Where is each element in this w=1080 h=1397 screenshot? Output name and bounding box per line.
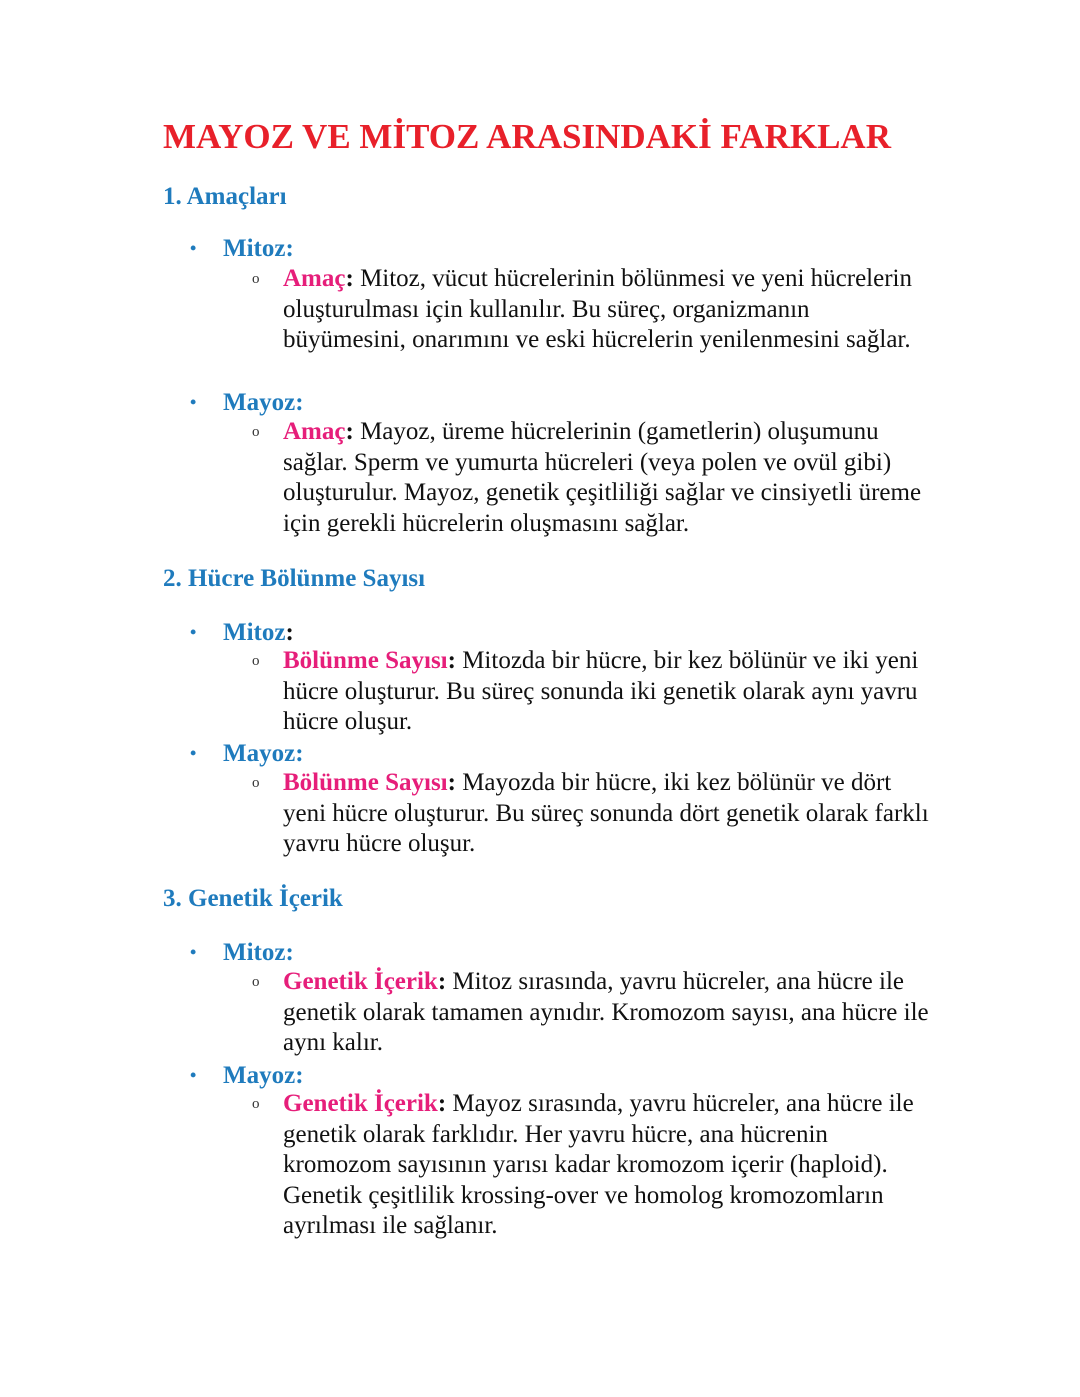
- sub-heading-mitoz: [190, 935, 294, 970]
- sub-heading-label: Mayoz:: [223, 389, 304, 416]
- sub-heading-label: Mayoz:: [223, 740, 304, 767]
- detail-label: Genetik İçerik: [283, 1090, 438, 1117]
- bullet-dot-icon: •: [190, 743, 197, 763]
- detail-item: [252, 967, 932, 1059]
- sub-heading-colon: :: [285, 619, 294, 646]
- detail-body: Mayoz, üreme hücrelerinin (gametlerin) oluşumunu sağlar. Sperm ve yumurta hücreleri (veya polen ve ovül gibi) oluşturulur. Mayoz, genetik çeşitliliği sağlar ve cinsiyetli üreme için gerekli hücrelerin oluşmasını sağlar.: [283, 418, 922, 537]
- sub-heading-mayoz: [190, 736, 304, 771]
- detail-colon: :: [345, 418, 361, 445]
- detail-body: Mitozda bir hücre, bir kez bölünür ve iki yeni hücre oluşturur. Bu süreç sonunda iki genetik olarak aynı yavru hücre oluşur.: [283, 647, 919, 735]
- detail-text: [283, 768, 932, 860]
- hollow-circle-icon: o: [252, 271, 260, 287]
- bullet-dot-icon: •: [190, 1065, 197, 1085]
- detail-label: Bölünme Sayısı: [283, 769, 448, 796]
- detail-text: [283, 417, 932, 539]
- detail-body: Mitoz sırasında, yavru hücreler, ana hücre ile genetik olarak tamamen aynıdır. Kromozom sayısı, ana hücre ile aynı kalır.: [283, 968, 929, 1056]
- hollow-circle-icon: o: [252, 775, 260, 791]
- sub-heading-mitoz: [190, 231, 294, 266]
- sub-heading-label: Mitoz:: [223, 939, 294, 966]
- sub-heading-mayoz: [190, 385, 304, 420]
- page-title: MAYOZ VE MİTOZ ARASINDAKİ FARKLAR: [163, 117, 891, 156]
- hollow-circle-icon: o: [252, 1096, 260, 1112]
- detail-item: [252, 768, 932, 860]
- detail-label: Amaç: [283, 418, 346, 445]
- sub-heading-label: Mitoz:: [223, 235, 294, 262]
- hollow-circle-icon: o: [252, 653, 260, 669]
- detail-text: [283, 646, 932, 738]
- detail-item: [252, 264, 932, 356]
- detail-body: Mitoz, vücut hücrelerinin bölünmesi ve yeni hücrelerin oluşturulması için kullanılır. Bu süreç, organizmanın büyümesini, onarımını ve eski hücrelerin yenilenmesini sağlar.: [283, 265, 912, 353]
- hollow-circle-icon: o: [252, 424, 260, 440]
- detail-text: [283, 264, 932, 356]
- detail-label: Amaç: [283, 265, 346, 292]
- detail-text: [283, 967, 932, 1059]
- hollow-circle-icon: o: [252, 974, 260, 990]
- detail-item: [252, 417, 932, 539]
- sub-heading-label: Mitoz: [223, 619, 286, 646]
- section-heading-genetik-icerik: 3. Genetik İçerik: [163, 885, 343, 912]
- detail-label: Genetik İçerik: [283, 968, 438, 995]
- detail-label: Bölünme Sayısı: [283, 647, 448, 674]
- detail-colon: :: [447, 769, 463, 796]
- bullet-dot-icon: •: [190, 942, 197, 962]
- detail-body: Mayoz sırasında, yavru hücreler, ana hücre ile genetik olarak farklıdır. Her yavru hücre, ana hücrenin kromozom sayısının yarısı kadar kromozom içerir (haploid). Genetik çeşitlilik krossing-over ve homolog kromozomların ayrılması ile sağlanır.: [283, 1090, 914, 1239]
- detail-colon: :: [437, 968, 453, 995]
- sub-heading-mitoz: [190, 615, 294, 650]
- bullet-dot-icon: •: [190, 392, 197, 412]
- sub-heading-mayoz: [190, 1058, 304, 1093]
- detail-colon: :: [437, 1090, 453, 1117]
- bullet-dot-icon: •: [190, 238, 197, 258]
- detail-body: Mayozda bir hücre, iki kez bölünür ve dört yeni hücre oluşturur. Bu süreç sonunda dört genetik olarak farklı yavru hücre oluşur.: [283, 769, 929, 857]
- sub-heading-label: Mayoz:: [223, 1062, 304, 1089]
- bullet-dot-icon: •: [190, 622, 197, 642]
- section-heading-hucre-bolunme-sayisi: 2. Hücre Bölünme Sayısı: [163, 565, 426, 592]
- detail-item: [252, 646, 932, 738]
- detail-colon: :: [345, 265, 361, 292]
- detail-colon: :: [447, 647, 463, 674]
- detail-text: [283, 1089, 932, 1242]
- detail-item: [252, 1089, 932, 1242]
- section-heading-amaclari: 1. Amaçları: [163, 183, 287, 210]
